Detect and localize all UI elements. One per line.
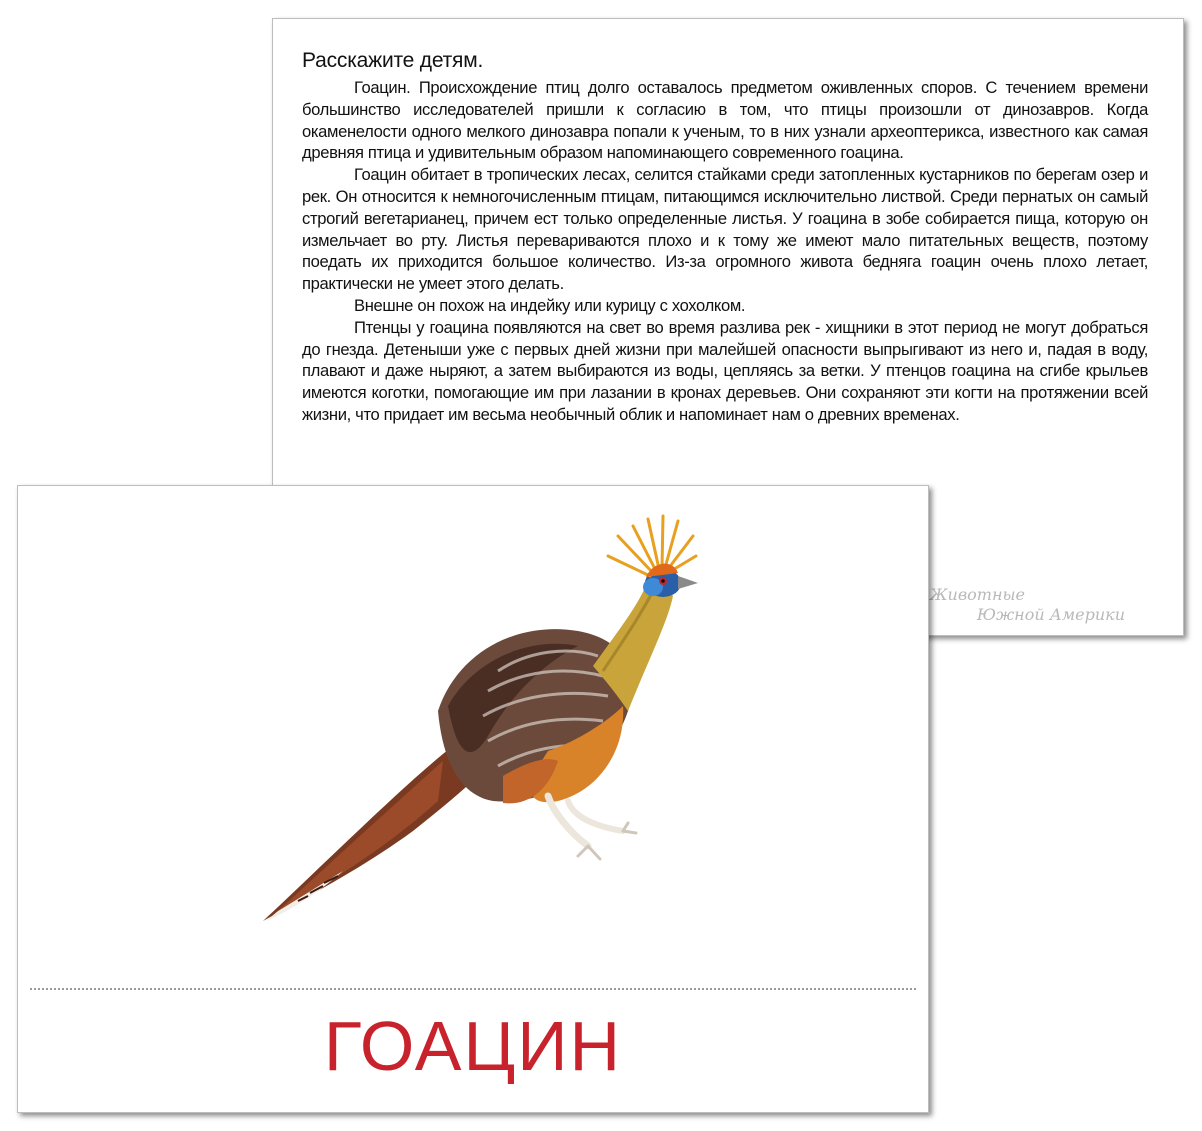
divider-line [30, 988, 916, 990]
picture-card [17, 485, 929, 1113]
series-logo [930, 585, 1125, 625]
story-heading: Расскажите детям. [302, 49, 484, 72]
story-paragraph: Птенцы у гоацина появляются на свет во время разлива рек - хищники в этот период не могут добраться до гнезда. Детеныши уже с первых дней жизни при малейшей опасности выпрыгивают из него и, падая в воду, плавают и даже ныряют, а затем выбираются из воды, цепляясь за ветки. У птенцов гоацина на сгибе крыльев имеются коготки, помогающие им при лазании в кронах деревьев. Они сохраняют эти когти на протяжении всей жизни, что придает им весьма необычный облик и напоминает нам о древних временах. [302, 317, 1148, 424]
story-paragraph: Гоацин. Происхождение птиц долго оставалось предметом оживленных споров. С течением времени большинство исследователей пришли к согласию в том, что птицы произошли от динозавров. Когда окаменелости одного мелкого динозавра попали к ученым, то в них узнали археоптерикса, известного как самая древняя птица и удивительным образом напоминающего современного гоацина. [302, 78, 1148, 163]
series-logo-line1: Животные [929, 585, 1025, 604]
story-paragraph: Гоацин обитает в тропических лесах, селится стайками среди затопленных кустарников по берегам озер и рек. Он относится к немногочисленным птицам, питающимся исключительно листвой. Среди пернатых он самый строгий вегетарианец, причем ест только определенные листья. У гоацина в зобе собирается пища, которую он измельчает во рту. Листья перевариваются плохо и к тому же имеют мало питательных веществ, поэтому поедать их приходится большое количество. Из-за огромного живота бедняга гоацин очень плохо летает, практически не умеет этого делать. [302, 165, 1148, 294]
animal-name: ГОАЦИН [323, 1007, 623, 1085]
series-logo-line2: Южной Америки [976, 605, 1125, 624]
hoatzin-illustration [248, 511, 698, 926]
story-paragraph: Внешне он похож на индейку или курицу с хохолком. [354, 295, 746, 315]
story-body [302, 77, 1148, 426]
